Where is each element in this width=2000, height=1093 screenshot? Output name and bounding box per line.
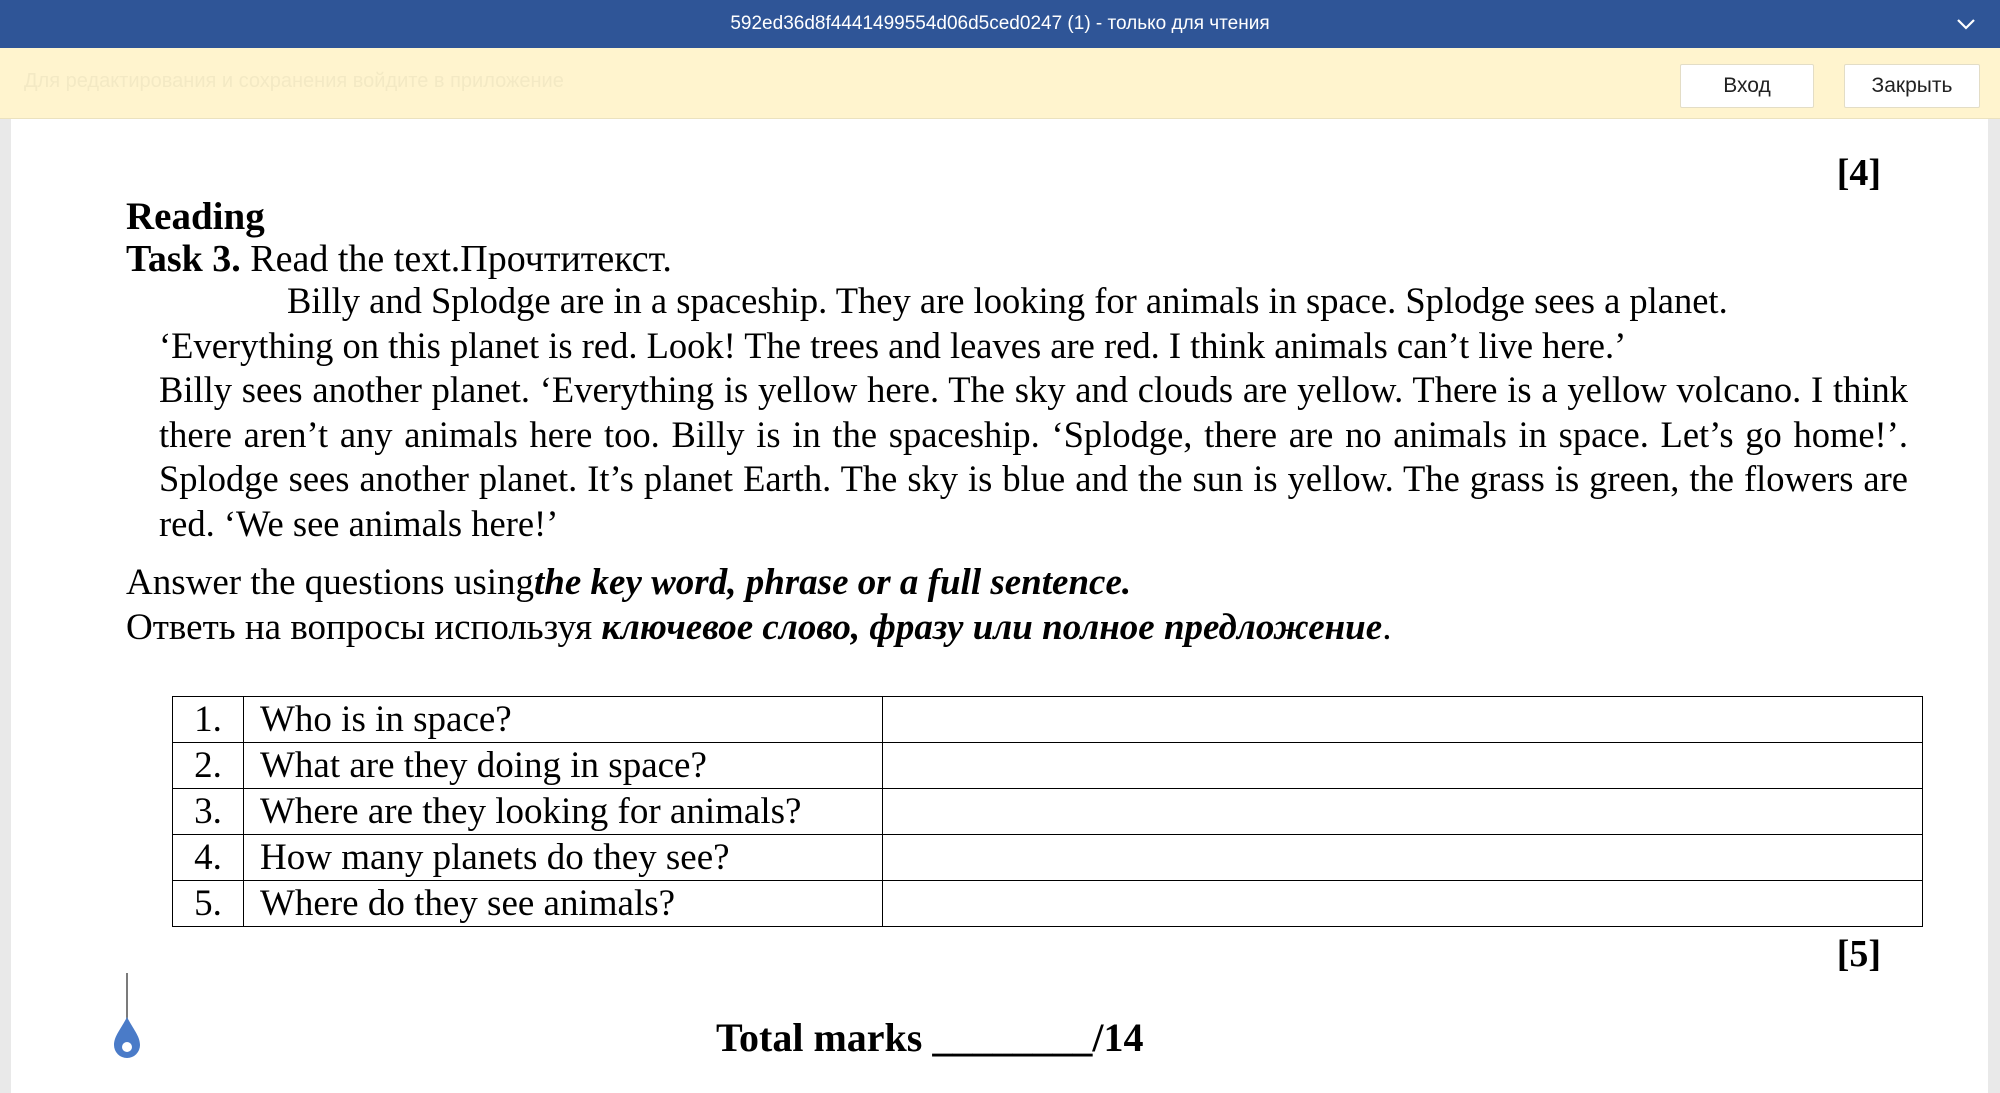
instruction-en-plain: Answer the questions using (126, 562, 534, 603)
question-text: Who is in space? (244, 697, 883, 743)
task-instruction: Read the text.Прочтитекст. (240, 238, 672, 280)
question-number: 1. (173, 697, 244, 743)
reading-text (159, 279, 1932, 546)
answer-instructions (126, 561, 1391, 650)
question-number: 3. (173, 789, 244, 835)
notification-message: Для редактирования и сохранения войдите в приложение (24, 70, 564, 92)
table-row (173, 835, 1923, 881)
question-text: Where do they see animals? (244, 881, 883, 927)
question-number: 2. (173, 743, 244, 789)
table-row (173, 789, 1923, 835)
answer-cell[interactable] (883, 835, 1923, 881)
notification-bar (0, 48, 2000, 119)
task-line (126, 237, 672, 281)
marks-top: [4] (1836, 152, 1881, 194)
table-row (173, 881, 1923, 927)
login-button[interactable]: Вход (1680, 64, 1814, 108)
question-text: Where are they looking for animals? (244, 789, 883, 835)
title-bar (0, 0, 2000, 48)
table-row (173, 743, 1923, 789)
total-marks: Total marks ________/14 (716, 1015, 1144, 1060)
instruction-ru (126, 606, 1391, 651)
instruction-en (126, 561, 1391, 606)
question-text: What are they doing in space? (244, 743, 883, 789)
document-content (11, 119, 1988, 1093)
instruction-ru-emphasis: ключевое слово, фразу или полное предложение (601, 606, 1383, 648)
cursor-handle-icon[interactable] (112, 973, 142, 1065)
paragraph-2: ‘Everything on this planet is red. Look! The trees and leaves are red. I think animals can’t live here.’ (159, 324, 1627, 366)
paragraph-1: Billy and Splodge are in a spaceship. They are looking for animals in space. Splodge sees a planet. (287, 280, 1728, 321)
instruction-en-emphasis: the key word, phrase or a full sentence. (534, 562, 1132, 603)
answer-cell[interactable] (883, 881, 1923, 927)
section-heading: Reading (126, 195, 265, 238)
chevron-down-icon[interactable] (1954, 12, 1978, 36)
question-number: 5. (173, 881, 244, 927)
answer-cell[interactable] (883, 697, 1923, 743)
table-row (173, 697, 1923, 743)
instruction-ru-plain: Ответь на вопросы используя (126, 606, 602, 648)
instruction-ru-end: . (1382, 606, 1392, 648)
answer-cell[interactable] (883, 789, 1923, 835)
answer-cell[interactable] (883, 743, 1923, 789)
question-number: 4. (173, 835, 244, 881)
question-text: How many planets do they see? (244, 835, 883, 881)
task-label: Task 3. (126, 238, 241, 280)
close-button[interactable]: Закрыть (1844, 64, 1980, 108)
paragraph-3: Billy sees another planet. ‘Everything is yellow here. The sky and clouds are yellow. There is a yellow volcano. I think there aren’t any animals here too. Billy is in the spaceship. ‘Splodge, there are no animals in space. Let’s go home!’. Splodge sees another planet. It’s planet Earth. The sky is blue and the sun is yellow. The grass is green, the flowers are red. ‘We see animals here!’ (159, 369, 1908, 544)
document-page (11, 119, 1988, 1093)
marks-bottom: [5] (1836, 933, 1881, 975)
window-title: 592ed36d8f4441499554d06d5ced0247 (1) - только для чтения (730, 13, 1270, 34)
questions-table (172, 696, 1923, 927)
